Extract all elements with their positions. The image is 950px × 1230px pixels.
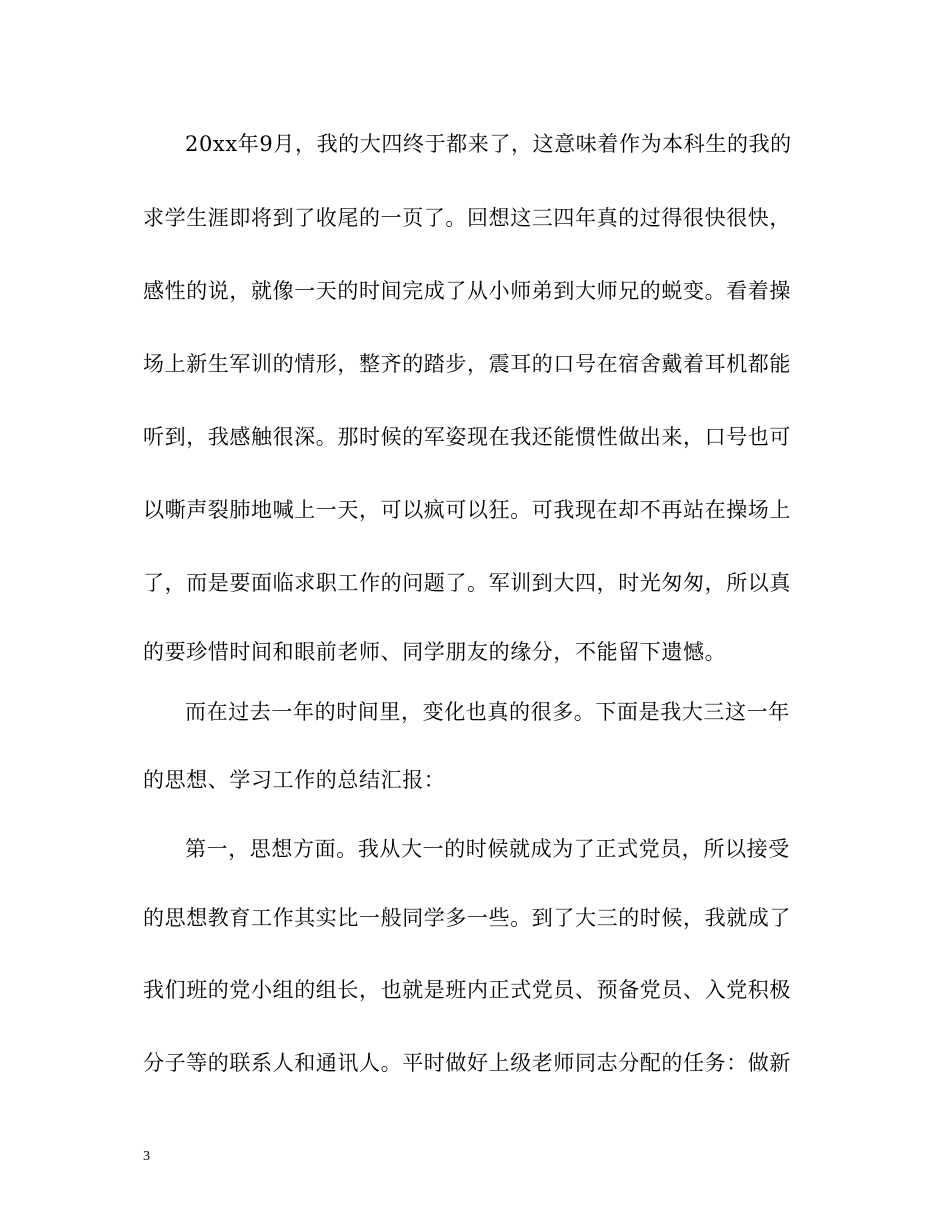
text-line: 的思想教育工作其实比一般同学多一些。到了大三的时候，我就成了: [143, 906, 791, 930]
text-line: 分子等的联系人和通讯人。平时做好上级老师同志分配的任务：做新: [143, 1051, 791, 1075]
text-line: 求学生涯即将到了收尾的一页了。回想这三四年真的过得很快很快，: [143, 206, 791, 230]
text-line: 第一，思想方面。我从大一的时候就成为了正式党员，所以接受: [185, 837, 790, 861]
text-line: 以嘶声裂肺地喊上一天，可以疯可以狂。可我现在却不再站在操场上: [143, 498, 791, 522]
text-line: 而在过去一年的时间里，变化也真的很多。下面是我大三这一年: [185, 700, 790, 724]
text-line: 场上新生军训的情形，整齐的踏步，震耳的口号在宿舍戴着耳机都能: [143, 352, 791, 376]
text-line: 感性的说，就像一天的时间完成了从小师弟到大师兄的蜕变。看着操: [143, 279, 791, 303]
text-line: 了，而是要面临求职工作的问题了。军训到大四，时光匆匆，所以真: [143, 571, 791, 595]
text-line: 听到，我感触很深。那时候的军姿现在我还能惯性做出来，口号也可: [143, 425, 791, 449]
page-number: 3: [143, 1149, 150, 1164]
text-line: 的要珍惜时间和眼前老师、同学朋友的缘分，不能留下遗憾。: [143, 640, 727, 664]
text-line: 20xx年9月，我的大四终于都来了，这意味着作为本科生的我的: [185, 132, 792, 156]
text-line: 我们班的党小组的组长，也就是班内正式党员、预备党员、入党积极: [143, 978, 791, 1002]
text-line: 的思想、学习工作的总结汇报：: [143, 768, 446, 792]
